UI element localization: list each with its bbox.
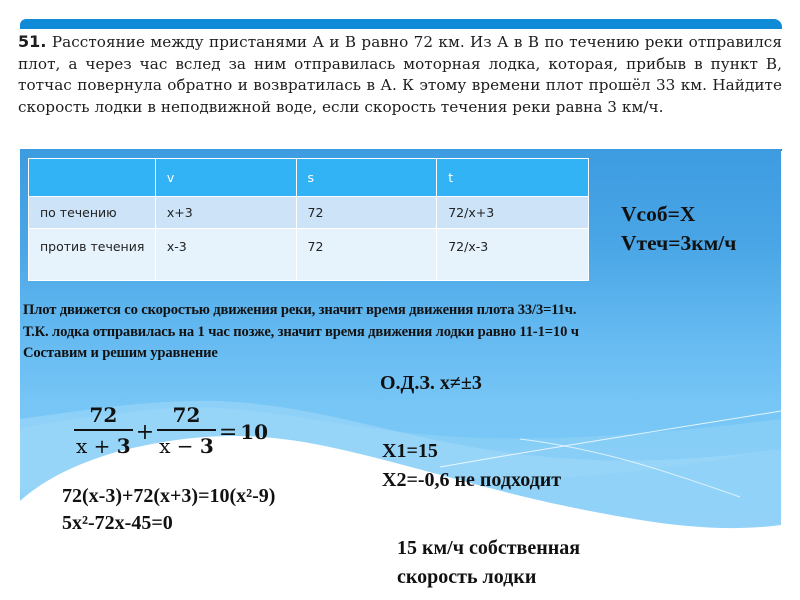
denominator-constant: 3 xyxy=(199,434,214,458)
root-x2: X2=-0,6 не подходит xyxy=(382,469,562,491)
quadratic-equation-line: 5x²-72x-45=0 xyxy=(62,512,173,534)
motion-table xyxy=(28,158,589,281)
table-header-distance: s xyxy=(296,159,437,197)
problem-statement xyxy=(20,19,782,149)
final-answer xyxy=(397,534,580,592)
fraction-bar xyxy=(157,429,216,431)
denominator-variable: x xyxy=(76,434,88,458)
table-header-velocity: v xyxy=(155,159,296,197)
denominator-variable: x xyxy=(159,434,171,458)
root-x1: X1=15 xyxy=(382,440,438,462)
table-cell: по течению xyxy=(29,197,156,229)
answer-line-2: скорость лодки xyxy=(397,566,537,588)
equation-rhs: 10 xyxy=(240,420,269,444)
table-header-cell xyxy=(29,159,156,197)
table-cell: x+3 xyxy=(155,197,296,229)
fraction-numerator: 72 xyxy=(172,403,201,427)
table-cell: 72 xyxy=(296,197,437,229)
fraction-upstream xyxy=(157,403,216,459)
own-speed-definition: Vсоб=X xyxy=(621,202,696,226)
explanation-text xyxy=(23,300,800,365)
fraction-denominator xyxy=(74,433,133,459)
explanation-line-boat: Т.К. лодка отправилась на 1 час позже, значит время движения лодки равно 11-1=10 ч xyxy=(23,323,579,340)
equation-roots xyxy=(382,437,561,495)
denominator-operator: + xyxy=(87,434,117,458)
domain-restriction: О.Д.З. x≠±3 xyxy=(380,372,482,394)
plus-sign: + xyxy=(135,419,155,445)
table-cell: 72 xyxy=(296,229,437,281)
fraction-equation xyxy=(74,396,268,466)
fraction-bar xyxy=(74,429,133,431)
fraction-denominator xyxy=(157,433,216,459)
header-accent-bar xyxy=(20,19,782,29)
problem-number: 51. xyxy=(18,32,47,51)
problem-text: Расстояние между пристанями А и В равно 72 км. Из А в В по течению реки отправился плот, а через час вслед за ним отправилась моторная лодка, которая, прибыв в пункт В, тотчас повернула обратно и возвратилась в А. К этому времени плот прошёл 33 км. Найдите скорость лодки в неподвижной воде, если скорость течения реки равна 3 км/ч. xyxy=(18,33,782,116)
table-header-time: t xyxy=(437,159,589,197)
current-speed-definition: Vтеч=3км/ч xyxy=(621,231,737,255)
answer-line-1: 15 км/ч собственная xyxy=(397,537,581,559)
fraction-numerator: 72 xyxy=(89,403,118,427)
table-row xyxy=(29,229,589,281)
expanded-equation-line: 72(x-3)+72(x+3)=10(x²-9) xyxy=(62,485,276,507)
variable-definitions xyxy=(621,200,736,258)
table-cell: 72/x+3 xyxy=(437,197,589,229)
problem-text-block xyxy=(18,31,782,118)
table-cell: x-3 xyxy=(155,229,296,281)
table-cell: 72/x-3 xyxy=(437,229,589,281)
denominator-constant: 3 xyxy=(116,434,131,458)
explanation-line-equation: Составим и решим уравнение xyxy=(23,345,218,361)
expanded-equations xyxy=(62,483,275,537)
equals-sign: = xyxy=(218,419,238,445)
explanation-line-raft: Плот движется со скоростью движения реки, значит время движения плота 33/3=11ч. xyxy=(23,302,577,318)
table-cell: против течения xyxy=(29,229,156,281)
table-row xyxy=(29,197,589,229)
table-header-row xyxy=(29,159,589,197)
fraction-downstream xyxy=(74,403,133,459)
denominator-operator: − xyxy=(170,434,200,458)
